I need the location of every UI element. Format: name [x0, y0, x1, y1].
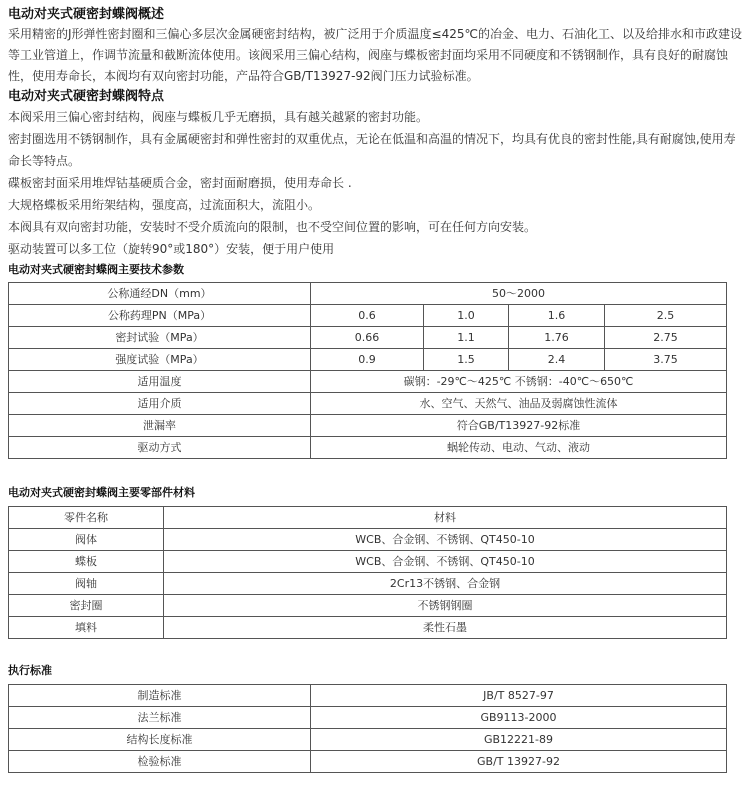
table-cell: 碳钢：-29℃～425℃ 不锈钢：-40℃～650℃: [311, 371, 727, 393]
table-row: [9, 729, 727, 751]
table-cell: 2.5: [605, 305, 727, 327]
table-cell: 水、空气、天然气、油品及弱腐蚀性流体: [311, 393, 727, 415]
table-cell: 1.1: [424, 327, 509, 349]
row-label: 检验标准: [9, 751, 311, 773]
materials-table: [8, 506, 727, 639]
table-row: [9, 371, 727, 393]
row-label: 法兰标准: [9, 707, 311, 729]
table-cell: 0.9: [311, 349, 424, 371]
standards-title: 执行标准: [8, 664, 52, 677]
row-label: 泄漏率: [9, 415, 311, 437]
features-title: 电动对夹式硬密封蝶阀特点: [8, 89, 165, 104]
row-label: 阀体: [9, 529, 164, 551]
materials-title: 电动对夹式硬密封蝶阀主要零部件材料: [8, 486, 195, 499]
standards-table: [8, 684, 727, 773]
row-label: 填料: [9, 617, 164, 639]
table-row: [9, 415, 727, 437]
feature-item: 密封圈选用不锈钢制作，具有金属硬密封和弹性密封的双重优点，无论在低温和高温的情况下，均具有优良的密封性能,具有耐腐蚀,使用寿命长等特点。: [8, 132, 736, 168]
table-row: [9, 751, 727, 773]
table-row: [9, 529, 727, 551]
features-list: [8, 106, 742, 260]
table-cell: 2.75: [605, 327, 727, 349]
row-label: 强度试验（MPa）: [9, 349, 311, 371]
table-cell: 1.5: [424, 349, 509, 371]
row-label: 蝶板: [9, 551, 164, 573]
row-label: 公称药理PN（MPa）: [9, 305, 311, 327]
tech-params-table: [8, 282, 727, 459]
feature-item: 本阀采用三偏心密封结构，阀座与蝶板几乎无磨损，具有越关越紧的密封功能。: [8, 110, 429, 124]
row-label: 适用温度: [9, 371, 311, 393]
overview-text: 采用精密的J形弹性密封圈和三偏心多层次金属硬密封结构，被广泛用于介质温度≤425℃的冶金、电力、石油化工、以及给排水和市政建设等工业管道上，作调节流量和截断流体使用。该阀采用三偏心结构，阀座与蝶板密封面均采用不同硬度和不锈钢制作，具有良好的耐腐蚀性，使用寿命长，本阀均有双向密封功能，产品符合GB/T13927-92阀门压力试验标准。: [8, 27, 742, 83]
table-row: [9, 305, 727, 327]
table-cell: 蜗轮传动、电动、气动、液动: [311, 437, 727, 459]
table-cell: 不锈钢钢圈: [164, 595, 727, 617]
overview-title: 电动对夹式硬密封蝶阀概述: [8, 7, 165, 22]
table-cell: 0.6: [311, 305, 424, 327]
table-cell: 0.66: [311, 327, 424, 349]
table-header-row: [9, 507, 727, 529]
header-part: 零件名称: [9, 507, 164, 529]
table-cell: GB12221-89: [311, 729, 727, 751]
table-cell: 2.4: [509, 349, 605, 371]
table-cell: 符合GB/T13927-92标准: [311, 415, 727, 437]
table-cell: WCB、合金钢、不锈钢、QT450-10: [164, 551, 727, 573]
row-label: 适用介质: [9, 393, 311, 415]
tech-params-title: 电动对夹式硬密封蝶阀主要技术参数: [8, 263, 184, 276]
table-cell: WCB、合金钢、不锈钢、QT450-10: [164, 529, 727, 551]
table-cell: 2Cr13不锈钢、合金钢: [164, 573, 727, 595]
table-row: [9, 573, 727, 595]
feature-item: 大规格蝶板采用绗架结构，强度高，过流面积大，流阻小。: [8, 198, 321, 212]
table-row: [9, 551, 727, 573]
table-row: [9, 595, 727, 617]
document: [8, 6, 742, 773]
row-label: 制造标准: [9, 685, 311, 707]
table-cell: GB9113-2000: [311, 707, 727, 729]
table-row: [9, 617, 727, 639]
table-cell: 柔性石墨: [164, 617, 727, 639]
table-cell: GB/T 13927-92: [311, 751, 727, 773]
dn-value: 50～2000: [311, 283, 727, 305]
table-row: [9, 685, 727, 707]
table-row: [9, 393, 727, 415]
row-label: 结构长度标准: [9, 729, 311, 751]
table-row: [9, 283, 727, 305]
header-material: 材料: [164, 507, 727, 529]
table-cell: 1.6: [509, 305, 605, 327]
table-row: [9, 349, 727, 371]
table-cell: 1.0: [424, 305, 509, 327]
row-label: 密封圈: [9, 595, 164, 617]
table-row: [9, 707, 727, 729]
table-cell: 3.75: [605, 349, 727, 371]
table-cell: 1.76: [509, 327, 605, 349]
feature-item: 碟板密封面采用堆焊钴基硬质合金，密封面耐磨损，使用寿命长 .: [8, 176, 352, 190]
table-row: [9, 437, 727, 459]
feature-item: 本阀具有双向密封功能，安装时不受介质流向的限制，也不受空间位置的影响，可在任何方向安装。: [8, 220, 537, 234]
table-cell: JB/T 8527-97: [311, 685, 727, 707]
feature-item: 驱动装置可以多工位（旋转90°或180°）安装，便于用户使用: [8, 242, 335, 256]
row-label: 阀轴: [9, 573, 164, 595]
dn-label: 公称通经DN（mm）: [9, 283, 311, 305]
table-row: [9, 327, 727, 349]
row-label: 驱动方式: [9, 437, 311, 459]
row-label: 密封试验（MPa）: [9, 327, 311, 349]
